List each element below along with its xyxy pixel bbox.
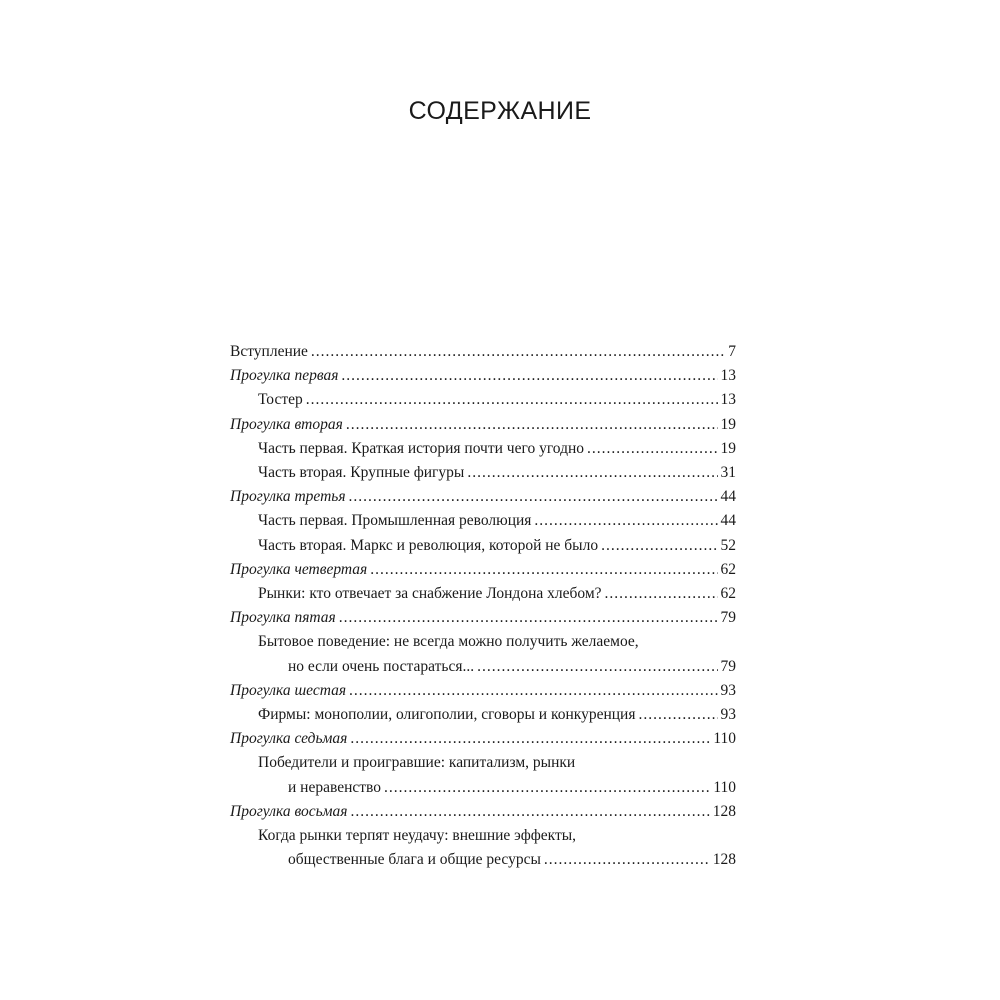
toc-page-number: 93 [720, 706, 736, 724]
toc-page-number: 128 [712, 851, 736, 869]
dot-leader [370, 558, 717, 582]
toc-entry-title: Победители и проигравшие: капитализм, рынки [258, 754, 576, 772]
toc-entry-title: Часть первая. Краткая история почти чего угодно [258, 439, 585, 457]
dot-leader [601, 534, 717, 558]
toc-chapter-entry [230, 848, 736, 872]
toc-page-number: 13 [720, 367, 736, 385]
dot-leader [339, 606, 718, 630]
dot-leader [587, 437, 717, 461]
toc-chapter-entry [230, 824, 736, 848]
toc-entry-title: Часть вторая. Крупные фигуры [258, 464, 465, 482]
table-of-contents [230, 340, 736, 872]
toc-section-entry [230, 727, 736, 751]
toc-page-number: 110 [713, 778, 736, 796]
toc-entry-title: Прогулка четвертая [230, 560, 368, 578]
toc-entry-title: Прогулка вторая [230, 415, 343, 433]
toc-chapter-entry [230, 340, 736, 364]
dot-leader [306, 388, 718, 412]
toc-page-number: 128 [712, 802, 736, 820]
toc-page-number: 62 [720, 585, 736, 603]
toc-page-number: 79 [720, 657, 736, 675]
toc-chapter-entry [230, 461, 736, 485]
toc-entry-title: Часть вторая. Маркс и революция, которой не было [258, 536, 599, 554]
toc-page-number: 79 [720, 609, 736, 627]
toc-page-number: 110 [713, 730, 736, 748]
toc-entry-title: Бытовое поведение: не всегда можно получить желаемое, [258, 633, 639, 651]
toc-entry-title: Когда рынки терпят неудачу: внешние эффекты, [258, 827, 577, 845]
toc-section-entry [230, 558, 736, 582]
toc-page-number: 62 [720, 560, 736, 578]
toc-entry-title: Фирмы: монополии, олигополии, сговоры и конкуренция [258, 706, 636, 724]
toc-page-number: 44 [720, 512, 736, 530]
dot-leader [605, 582, 718, 606]
toc-entry-title: Прогулка первая [230, 367, 339, 385]
toc-section-entry [230, 485, 736, 509]
dot-leader [638, 703, 717, 727]
toc-chapter-entry [230, 388, 736, 412]
toc-entry-title: Прогулка седьмая [230, 730, 348, 748]
dot-leader [534, 509, 717, 533]
toc-entry-title: но если очень постараться... [288, 657, 475, 675]
dot-leader [477, 655, 717, 679]
toc-page-number: 19 [720, 439, 736, 457]
toc-page-number: 52 [720, 536, 736, 554]
dot-leader [351, 800, 710, 824]
toc-page-number: 19 [720, 415, 736, 433]
toc-chapter-entry [230, 509, 736, 533]
toc-chapter-entry [230, 437, 736, 461]
page-title: СОДЕРЖАНИЕ [408, 97, 592, 125]
toc-chapter-entry [230, 703, 736, 727]
toc-entry-title: Прогулка третья [230, 488, 346, 506]
toc-chapter-entry [230, 630, 736, 654]
toc-entry-title: Прогулка шестая [230, 681, 347, 699]
toc-chapter-entry [230, 582, 736, 606]
toc-page-number: 93 [720, 681, 736, 699]
toc-page-number: 13 [720, 391, 736, 409]
toc-entry-title: Прогулка восьмая [230, 802, 348, 820]
dot-leader [346, 413, 718, 437]
toc-entry-title: Часть первая. Промышленная революция [258, 512, 532, 530]
toc-chapter-entry [230, 776, 736, 800]
toc-chapter-entry [230, 751, 736, 775]
dot-leader [467, 461, 717, 485]
toc-entry-title: и неравенство [288, 778, 381, 796]
toc-section-entry [230, 413, 736, 437]
toc-page-number: 7 [728, 343, 736, 360]
dot-leader [311, 340, 725, 364]
toc-entry-title: Тостер [258, 391, 303, 409]
toc-section-entry [230, 679, 736, 703]
toc-section-entry [230, 364, 736, 388]
dot-leader [384, 776, 710, 800]
toc-chapter-entry [230, 655, 736, 679]
toc-section-entry [230, 800, 736, 824]
toc-entry-title: Вступление [230, 343, 308, 360]
toc-entry-title: общественные блага и общие ресурсы [288, 851, 541, 869]
toc-chapter-entry [230, 534, 736, 558]
toc-page-number: 31 [720, 464, 736, 482]
dot-leader [544, 848, 710, 872]
dot-leader [341, 364, 717, 388]
toc-section-entry [230, 606, 736, 630]
toc-page-number: 44 [720, 488, 736, 506]
toc-entry-title: Прогулка пятая [230, 609, 336, 627]
toc-entry-title: Рынки: кто отвечает за снабжение Лондона хлебом? [258, 585, 602, 603]
dot-leader [349, 485, 718, 509]
dot-leader [350, 727, 710, 751]
dot-leader [349, 679, 717, 703]
